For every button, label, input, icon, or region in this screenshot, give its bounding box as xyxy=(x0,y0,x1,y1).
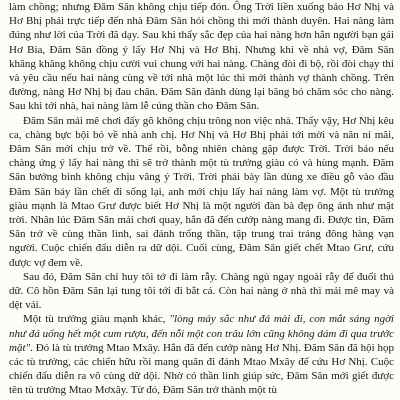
paragraph-2 xyxy=(9,114,394,270)
document-body xyxy=(9,0,394,398)
text-segment: Đăm Săn mải mê chơi đấy gõ không chịu trông non việc nhà. Thấy vậy, Hơ Nhị kêu ca, chàng bực bội bỏ về nhà anh chị. Hơ Nhị và Hơ Bhị phải tới mời và năn nỉ mãi, Đăm Săn mới chịu trở về. Thế rồi, bỗng nhiên chàng gặp được Trời. Trời bảo nếu chàng ứng ý lấy hai nàng thì sẽ trở thành một tù trưởng giàu có và hùng mạnh. Đăm Săn bướng bỉnh không chịu vâng ý Trời. Trời phải bày lần dùng xe điều gỗ vào đầu Đăm Săn bảy lần chết đi sống lại, anh mới chịu lấy hai nàng làm vợ. Một tù trưởng giàu mạnh là Mtao Grư được biết Hơ Nhị là một người đàn bà đẹp ông ánh như mặt trời. Nhân lúc Đăm Săn mải chơi quay, hắn đã đến cướp nàng mang đi. Được tin, Đăm Săn trở về cùng thần linh, sai đánh trống thần, tập trung trai tráng đông hàng vạn người. Cuộc chiến đấu diễn ra dữ dội. Cuối cùng, Đăm Săn giết chết Mtao Grư, cứu được vợ đem về. xyxy=(9,114,394,269)
paragraph-4 xyxy=(9,312,394,397)
quoted-text: "lòng máy sắc như đá mài đi, con mắt sáng ngời như đá uống hết một cum rượu, đến nỗi một con trâu lớn cũng không dám đi qua trước mặt" xyxy=(9,313,394,354)
paragraph-1 xyxy=(9,0,394,114)
text-segment: làm chồng; nhưng Đăm Săn không chịu tiếp đón. Ông Trời liền xuống bảo Hơ Nhị và Hơ Bhị phải trực tiếp đến nhà Đăm Săn hỏi chồng thì mới thành duyên. Hai nàng làm đúng như lời của Trời đã dạy. Sau khi thấy sắc đẹp của hai nàng hơn hẳn người bạn gái Hơ Bia, Đăm Săn đồng ý lấy Hơ Nhị và Hơ Bhị. Nhưng khi về nhà vợ, Đăm Săn khăng khăng không chịu cười vui chung với hai nàng. Chàng đòi đi bộ, rồi đòi chạy thi và yêu cầu nếu hai nàng cùng về tới nhà một lúc thì mới thành vợ thành chồng. Trên đường, nàng Hơ Nhị bị đau chân. Đăm Săn đành dùng lại băng bó chăm sóc cho nàng. Sau khi tới nhà, hai nàng làm lễ cúng thần cho Đăm Săn. xyxy=(9,1,394,113)
paragraph-3 xyxy=(9,270,394,313)
text-segment: . Đó là tù trưởng Mtao Mxây. Hắn đã đến cướp nàng Hơ Nhị. Đăm Săn đã hội họp các tù trưởng, các chiến hữu rồi mang quân đi đánh Mtao Mxây để cứu Hơ Nhị. Cuộc chiến đấu diễn ra vô cùng dữ dội. Nhờ có thần linh giúp sức, Đăm Săn mới giết được tên tù trưởng Mtao Mơxây. Từ đó, Đăm Săn trở thành một tù xyxy=(9,341,394,397)
text-segment: Sau đó, Đăm Săn chỉ huy tôi tớ đi làm rẫy. Chàng ngủ ngay ngoài rẫy để đuổi thú dữ. Cô hồn Đăm Săn lại tung tôi tới đi bắt cá. Còn hai nàng ở nhà thì mải mê may và dệt vải. xyxy=(9,270,394,312)
text-segment: Một tù trưởng giàu mạnh khác, xyxy=(23,313,170,326)
